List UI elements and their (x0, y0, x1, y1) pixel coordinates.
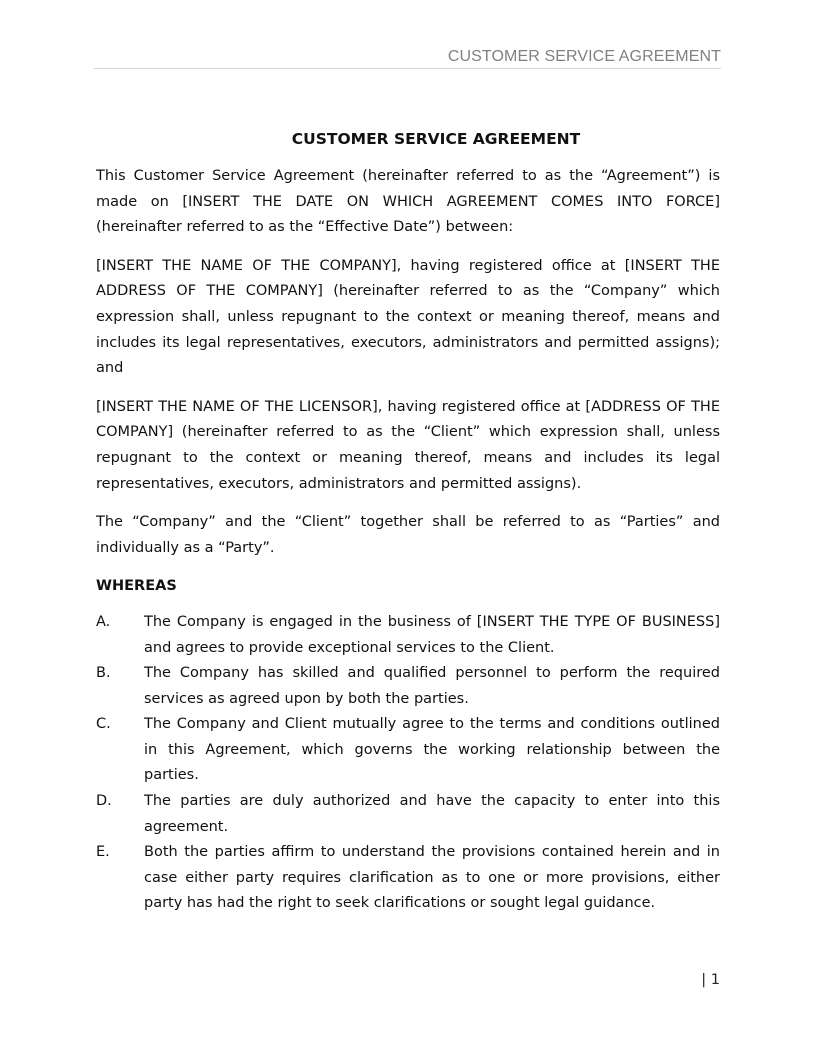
recital-item (96, 840, 720, 917)
recital-item (96, 789, 720, 840)
recital-text: The Company has skilled and qualified personnel to perform the required services as agreed upon by both the parties. (144, 665, 720, 707)
page-header (94, 46, 721, 69)
recital-letter: D. (96, 793, 112, 810)
document-body (96, 128, 720, 917)
page-number: | 1 (701, 972, 720, 988)
header-title: CUSTOMER SERVICE AGREEMENT (447, 48, 721, 65)
recital-item (96, 661, 720, 712)
recital-text: Both the parties affirm to understand the provisions contained herein and in case either party requires clarification as to one or more provisions, either party has had the right to seek clarifications or sought legal guidance. (144, 844, 720, 912)
recital-text: The Company is engaged in the business of [INSERT THE TYPE OF BUSINESS] and agrees to provide exceptional services to the Client. (144, 613, 720, 656)
recital-text: The parties are duly authorized and have the capacity to enter into this agreement. (144, 793, 720, 835)
recital-item (96, 712, 720, 789)
whereas-heading: WHEREAS (96, 578, 177, 595)
company-party-paragraph: [INSERT THE NAME OF THE COMPANY], having registered office at [INSERT THE ADDRESS OF THE COMPANY] (hereinafter referred to as the “Company” which expression shall, unless repugnant to the context or meaning thereof, means and includes its legal representatives, executors, administrators and permitted assigns); and (96, 257, 720, 377)
recital-text: The Company and Client mutually agree to the terms and conditions outlined in this Agreement, which governs the working relationship between the parties. (144, 716, 720, 784)
recital-letter: A. (96, 613, 111, 630)
intro-paragraph: This Customer Service Agreement (hereinafter referred to as the “Agreement”) is made on [INSERT THE DATE ON WHICH AGREEMENT COMES INTO FORCE] (hereinafter referred to as the “Effective Date”) between: (96, 168, 720, 236)
client-party-paragraph: [INSERT THE NAME OF THE LICENSOR], having registered office at [ADDRESS OF THE COMPANY] (hereinafter referred to as the “Client” which expression shall, unless repugnant to the context or meaning thereof, means and includes its legal representatives, executors, administrators and permitted assigns). (96, 398, 720, 492)
recital-letter: E. (96, 844, 110, 861)
parties-clause-paragraph: The “Company” and the “Client” together shall be referred to as “Parties” and individually as a “Party”. (96, 514, 720, 556)
document-title: CUSTOMER SERVICE AGREEMENT (291, 130, 581, 148)
recital-item (96, 610, 720, 661)
recital-letter: C. (96, 716, 111, 733)
recital-letter: B. (96, 665, 111, 682)
recitals-list (96, 610, 720, 917)
